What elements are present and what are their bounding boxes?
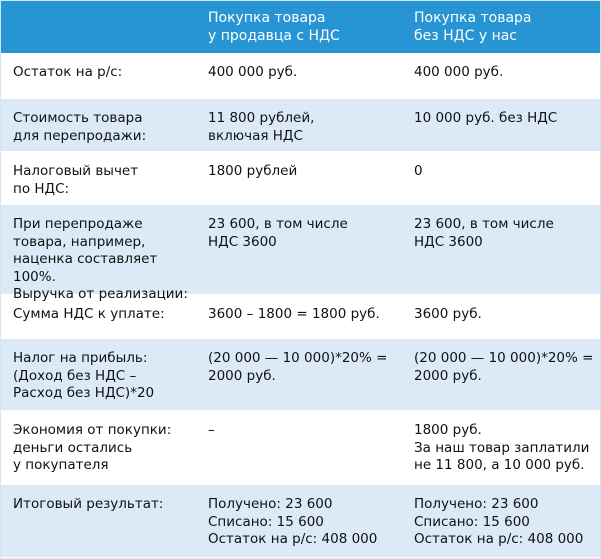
row-label: Экономия от покупки: деньги остались у покупателя — [13, 422, 172, 473]
row-without-vat-value: 400 000 руб. — [414, 64, 504, 80]
row-without-vat-value: 3600 руб. — [414, 306, 482, 322]
header-without-vat: Покупка товара без НДС у нас — [414, 10, 532, 44]
row-without-vat-value: 1800 руб. За наш товар заплатили не 11 800, а 10 000 руб. — [414, 422, 590, 473]
row-label: Остаток на р/с: — [13, 64, 123, 80]
row-with-vat-value: 11 800 рублей, включая НДС — [208, 110, 315, 144]
row-without-vat-value: 10 000 руб. без НДС — [414, 110, 558, 126]
table-row-resale-revenue — [1, 205, 600, 302]
table-row-balance — [1, 53, 600, 99]
row-with-vat-value: – — [208, 422, 215, 438]
table-row-goods-cost — [1, 99, 600, 152]
header-empty-cell — [1, 1, 197, 53]
header-with-vat: Покупка товара у продавца с НДС — [208, 10, 340, 44]
row-with-vat-value: 1800 рублей — [208, 163, 298, 179]
table-row-savings — [1, 411, 600, 485]
row-label: Стоимость товара для перепродажи: — [13, 110, 147, 144]
table-row-tax-deduction — [1, 152, 600, 205]
row-without-vat-value: (20 000 — 10 000)*20% = 2000 руб. — [414, 350, 594, 384]
table-row-profit-tax — [1, 339, 600, 411]
row-label: Сумма НДС к уплате: — [13, 306, 165, 322]
row-label: При перепродаже товара, например, наценка составляет 100%. Выручка от реализации: — [13, 216, 188, 302]
table-row-vat-payable — [1, 295, 600, 339]
row-with-vat-value: (20 000 — 10 000)*20% = 2000 руб. — [208, 350, 388, 384]
row-without-vat-value: 23 600, в том числе НДС 3600 — [414, 216, 554, 250]
row-with-vat-value: Получено: 23 600 Списано: 15 600 Остаток на р/с: 408 000 — [208, 496, 378, 547]
table-header — [1, 1, 600, 53]
row-without-vat-value: Получено: 23 600 Списано: 15 600 Остаток на р/с: 408 000 — [414, 496, 584, 547]
row-label: Итоговый результат: — [13, 496, 164, 512]
row-with-vat-value: 3600 – 1800 = 1800 руб. — [208, 306, 380, 322]
row-with-vat-value: 400 000 руб. — [208, 64, 298, 80]
table-row-final-result — [1, 485, 600, 558]
row-with-vat-value: 23 600, в том числе НДС 3600 — [208, 216, 348, 250]
row-label: Налог на прибыль: (Доход без НДС – Расход без НДС)*20 — [13, 350, 155, 401]
row-label: Налоговый вычет по НДС: — [13, 163, 139, 197]
row-without-vat-value: 0 — [414, 163, 423, 179]
